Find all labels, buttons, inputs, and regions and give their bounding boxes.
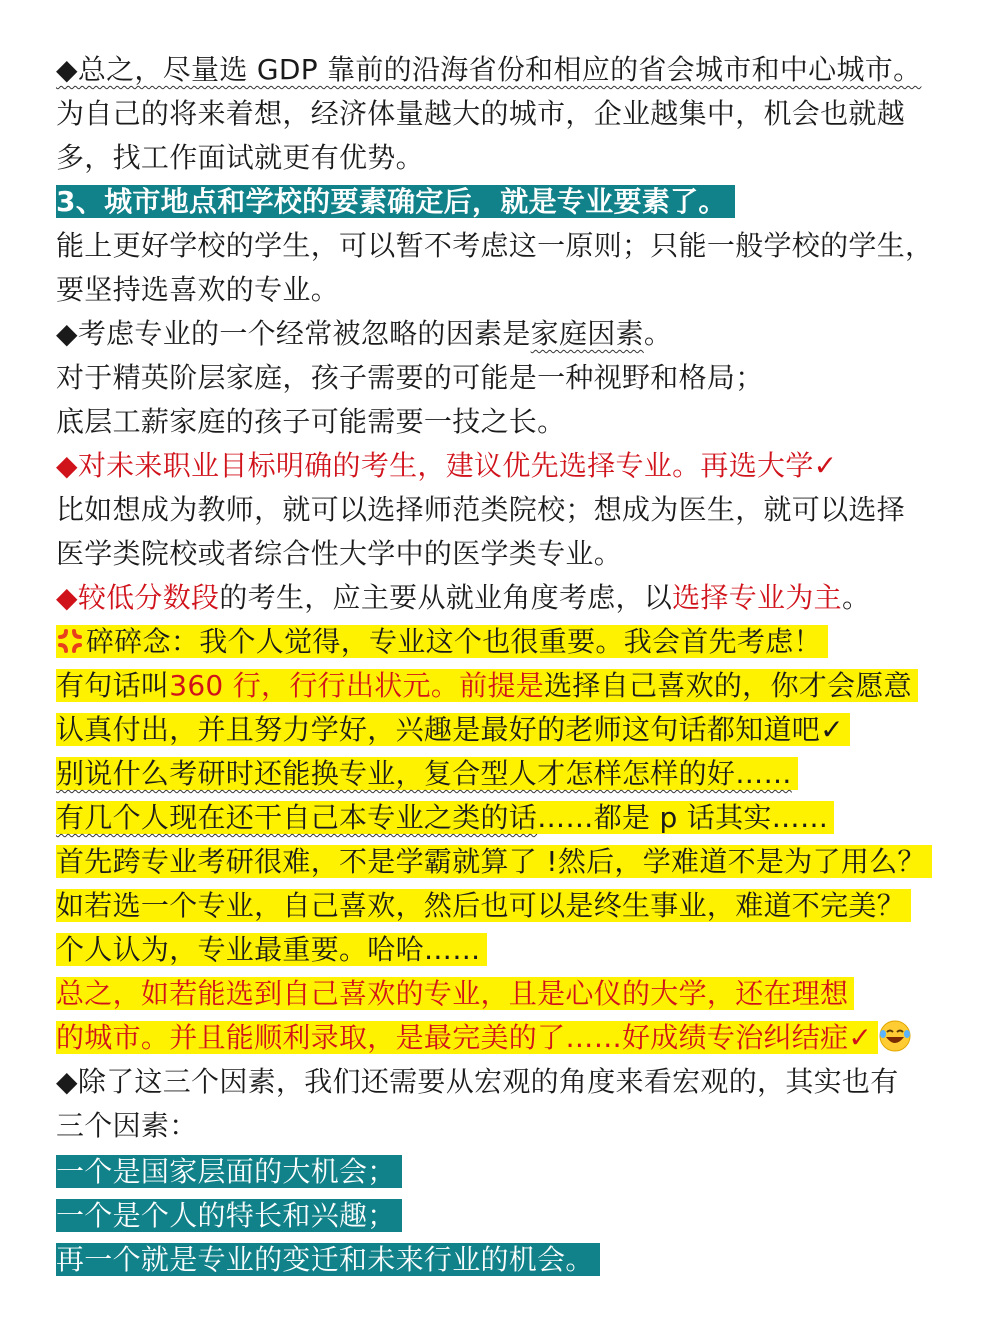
yellow-line	[56, 620, 828, 664]
text-segment: 。	[643, 317, 673, 350]
yellow-highlight	[56, 1021, 878, 1054]
text-line: 比如想成为教师，就可以选择师范类院校；想成为医生，就可以选择	[56, 493, 906, 526]
section-heading-3	[56, 180, 735, 224]
text-line: 对于精英阶层家庭，孩子需要的可能是一种视野和格局；	[56, 361, 764, 394]
text-line	[56, 576, 870, 620]
text-line	[56, 312, 672, 356]
text-line: 底层工薪家庭的孩子可能需要一技之长。	[56, 405, 566, 438]
yellow-highlight	[56, 801, 834, 834]
text-line: 三个因素：	[56, 1109, 198, 1142]
text-segment: 有几个人现在还干自己本专业之类的话	[56, 801, 538, 834]
yellow-highlight	[56, 669, 918, 702]
yellow-highlight: 首先跨专业考研很难，不是学霸就算了 !然后，学难道不是为了用么？	[56, 845, 932, 878]
family-factor-text: 家庭因素	[530, 317, 644, 350]
text-line: 为自己的将来着想，经济体量越大的城市，企业越集中，机会也就越	[56, 97, 906, 130]
yellow-highlight: 如若选一个专业，自己喜欢，然后也可以是终生事业，难道不完美？	[56, 889, 911, 922]
text-segment: 选择自己喜欢的，你才会愿意	[544, 669, 912, 702]
text-segment: 有句话叫	[56, 669, 170, 702]
factor-item: 再一个就是专业的变迁和未来行业的机会。	[56, 1243, 600, 1276]
yellow-line	[56, 708, 850, 752]
text-line: 多，找工作面试就更有优势。	[56, 141, 424, 174]
section-heading-text: 3、城市地点和学校的要素确定后，就是专业要素了。	[56, 185, 735, 218]
yellow-highlight: 总之，如若能选到自己喜欢的专业，且是心仪的大学，还在理想	[56, 977, 854, 1010]
red-text: 选择专业为主	[672, 581, 842, 614]
text-segment: 。	[841, 581, 871, 614]
yellow-highlight: 别说什么考研时还能换专业，复合型人才怎样怎样的好……	[56, 757, 798, 790]
yellow-highlight: 个人认为，专业最重要。哈哈……	[56, 933, 487, 966]
text-segment: 的城市。并且能顺利录取，是最完美的了……好成绩专治纠结症	[56, 1021, 849, 1054]
yellow-highlight	[56, 625, 828, 658]
yellow-line	[56, 796, 834, 840]
text-segment: 碎碎念：我个人觉得，专业这个也很重要。我会首先考虑！	[86, 625, 822, 658]
text-line: 能上更好学校的学生，可以暂不考虑这一原则；只能一般学校的学生，	[56, 229, 934, 262]
highlight-red-line: ◆对未来职业目标明确的考生，建议优先选择专业。再选大学✓	[56, 449, 838, 482]
text-segment: 的考生，应主要从就业角度考虑，以	[219, 581, 673, 614]
text-line: 医学类院校或者综合性大学中的医学类专业。	[56, 537, 623, 570]
yellow-line	[56, 928, 487, 972]
yellow-line	[56, 1016, 912, 1060]
text-segment: ……都是 p 话其实……	[537, 801, 829, 834]
yellow-line	[56, 972, 854, 1016]
text-line: ◆除了这三个因素，我们还需要从宏观的角度来看宏观的，其实也有	[56, 1065, 899, 1098]
red-text: ◆较低分数段	[56, 581, 220, 614]
teal-line	[56, 1150, 402, 1194]
factor-item: 一个是国家层面的大机会；	[56, 1155, 402, 1188]
text-line	[56, 48, 921, 92]
yellow-line	[56, 752, 798, 796]
teal-line	[56, 1238, 600, 1282]
teal-line	[56, 1194, 402, 1238]
red-text: 360 行，行行出状元。前提是	[169, 669, 545, 702]
yellow-line	[56, 884, 911, 928]
anger-symbol-icon	[56, 627, 84, 655]
factor-item: 一个是个人的特长和兴趣；	[56, 1199, 402, 1232]
summary-text: ◆总之，尽量选 GDP 靠前的沿海省份和相应的省会城市和中心城市。	[56, 53, 922, 86]
yellow-line	[56, 664, 918, 708]
check-mark: ✓	[848, 1021, 873, 1054]
text-segment: ◆考虑专业的一个经常被忽略的因素是	[56, 317, 531, 350]
laughing-tears-icon	[878, 1019, 912, 1053]
yellow-line	[56, 840, 932, 884]
text-line: 要坚持选喜欢的专业。	[56, 273, 340, 306]
yellow-highlight: 认真付出，并且努力学好，兴趣是最好的老师这句话都知道吧✓	[56, 713, 850, 746]
